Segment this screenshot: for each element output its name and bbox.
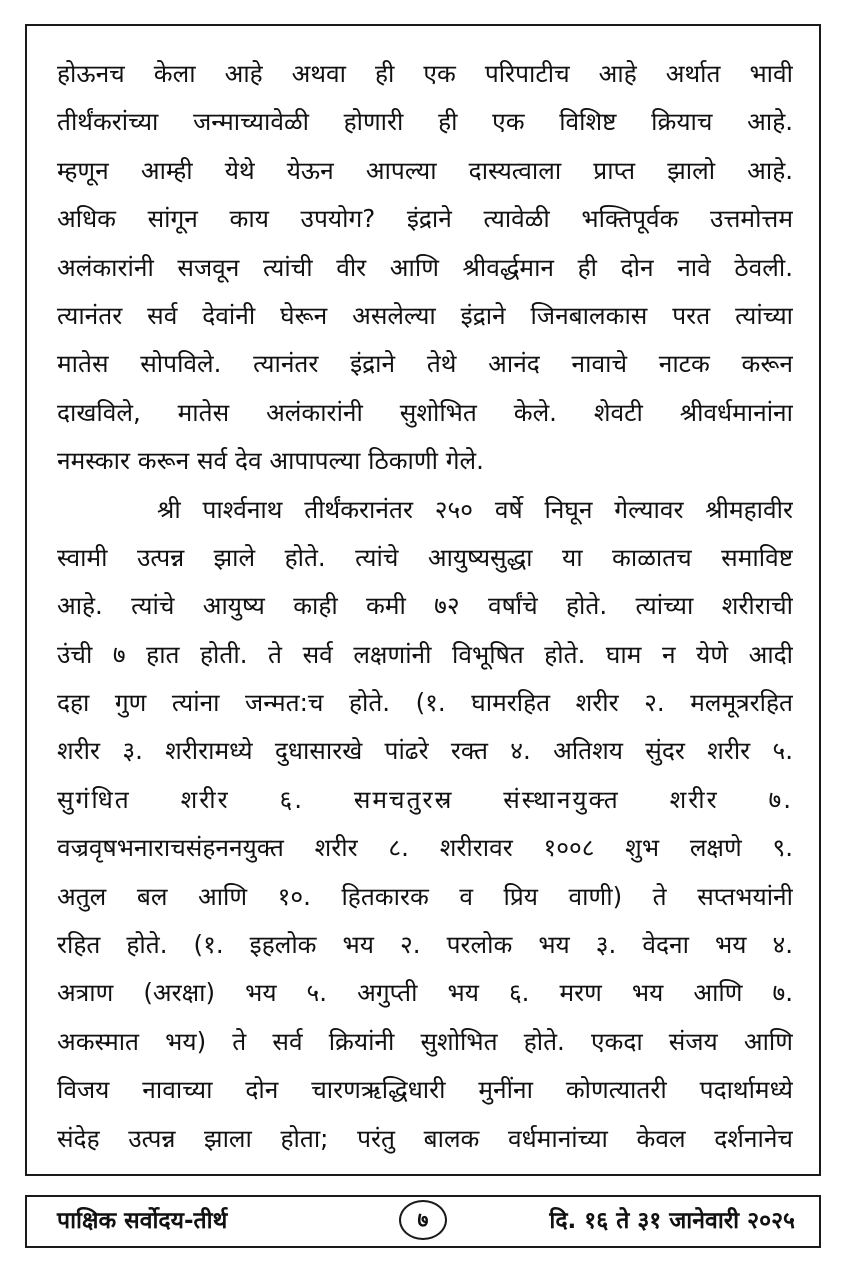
text-line: सुगंधित शरीर ६. समचतुरस्र संस्थानयुक्त शरीर ७. — [57, 784, 793, 814]
text-line: त्यानंतर सर्व देवांनी घेरून असलेल्या इंद्राने जिनबालकास परत त्यांच्या — [57, 300, 793, 330]
text-line: स्वामी उत्पन्न झाले होते. त्यांचे आयुष्यसुद्धा या काळातच समाविष्ट — [57, 542, 793, 572]
body-text — [57, 50, 793, 1163]
text-line: अकस्मात भय) ते सर्व क्रियांनी सुशोभित होते. एकदा संजय आणि — [57, 1026, 793, 1056]
publication-name: पाक्षिक सर्वोदय-तीर्थ — [57, 1208, 228, 1234]
page-frame — [25, 24, 821, 1176]
text-line: तीर्थंकरांच्या जन्माच्यावेळी होणारी ही एक विशिष्ट क्रियाच आहे. — [57, 107, 793, 137]
text-line: होऊनच केला आहे अथवा ही एक परिपाटीच आहे अर्थात भावी — [57, 59, 793, 88]
text-line: संदेह उत्पन्न झाला होता; परंतु बालक वर्धमानांच्या केवल दर्शनानेच — [57, 1123, 793, 1153]
page-footer — [25, 1195, 821, 1248]
text-line: मातेस सोपविले. त्यानंतर इंद्राने तेथे आनंद नावाचे नाटक करून — [57, 349, 793, 379]
paragraph-start-line: श्री पार्श्वनाथ तीर्थंकरानंतर २५० वर्षे निघून गेल्यावर श्रीमहावीर — [157, 494, 793, 524]
text-line: आहे. त्यांचे आयुष्य काही कमी ७२ वर्षांचे होते. त्यांच्या शरीराची — [57, 591, 793, 621]
text-line: रहित होते. (१. इहलोक भय २. परलोक भय ३. वेदना भय ४. — [57, 930, 793, 960]
text-line: अत्राण (अरक्षा) भय ५. अगुप्ती भय ६. मरण भय आणि ७. — [57, 978, 793, 1008]
text-line: विजय नावाच्या दोन चारणऋद्धिधारी मुनींना कोणत्यातरी पदार्थामध्ये — [57, 1075, 793, 1105]
page-number: ७ — [399, 1200, 447, 1240]
text-line: नमस्कार करून सर्व देव आपापल्या ठिकाणी गेले. — [57, 446, 484, 476]
text-line: दहा गुण त्यांना जन्मत:च होते. (१. घामरहित शरीर २. मलमूत्ररहित — [57, 688, 793, 718]
text-line: अधिक सांगून काय उपयोग? इंद्राने त्यावेळी भक्तिपूर्वक उत्तमोत्तम — [57, 204, 793, 234]
text-line: दाखविले, मातेस अलंकारांनी सुशोभित केले. शेवटी श्रीवर्धमानांना — [57, 397, 793, 427]
issue-date: दि. १६ ते ३१ जानेवारी २०२५ — [549, 1208, 795, 1234]
text-line: शरीर ३. शरीरामध्ये दुधासारखे पांढरे रक्त ४. अतिशय सुंदर शरीर ५. — [57, 736, 793, 766]
text-line: अलंकारांनी सजवून त्यांची वीर आणि श्रीवर्द्धमान ही दोन नावे ठेवली. — [57, 252, 793, 282]
text-line: म्हणून आम्ही येथे येऊन आपल्या दास्यत्वाला प्राप्त झालो आहे. — [57, 155, 793, 185]
text-line: उंची ७ हात होती. ते सर्व लक्षणांनी विभूषित होते. घाम न येणे आदी — [57, 639, 793, 669]
text-line: अतुल बल आणि १०. हितकारक व प्रिय वाणी) ते सप्तभयांनी — [57, 881, 793, 911]
text-line: वज्रवृषभनाराचसंहननयुक्त शरीर ८. शरीरावर १००८ शुभ लक्षणे ९. — [57, 833, 793, 863]
